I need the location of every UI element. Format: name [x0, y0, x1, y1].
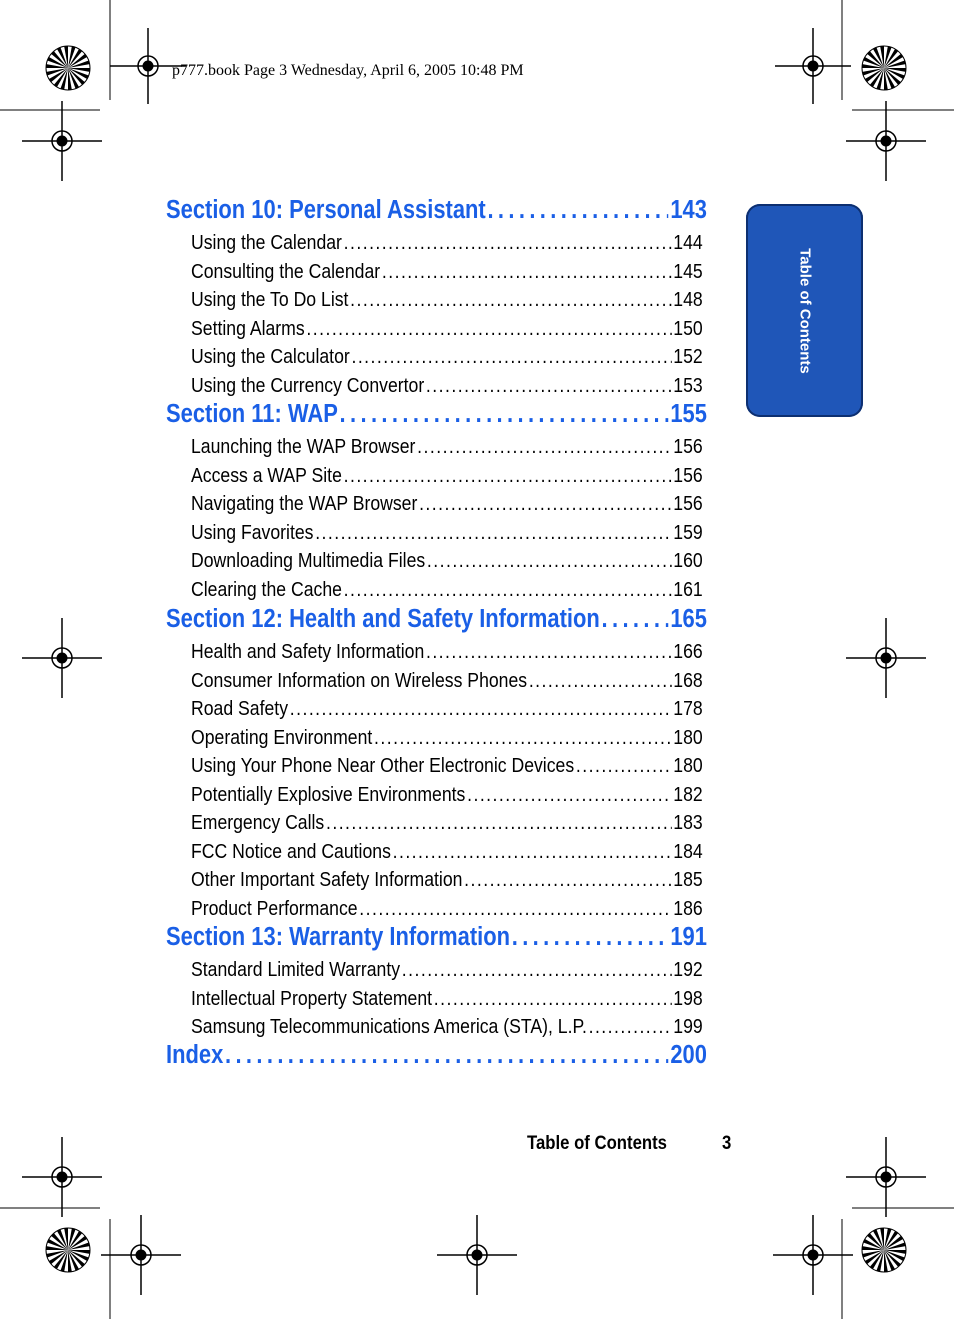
toc-section-page: 155 [670, 400, 707, 428]
toc-entry[interactable] [191, 521, 703, 547]
dot-leader [306, 317, 671, 341]
dot-leader [602, 605, 669, 634]
toc-entry[interactable] [191, 726, 703, 752]
toc-entry[interactable] [191, 345, 703, 371]
dot-leader [290, 697, 672, 721]
dot-leader [464, 868, 671, 892]
registration-crosshair [22, 618, 102, 698]
toc-entry-page: 199 [673, 1015, 703, 1038]
toc-entry-page: 168 [673, 668, 703, 692]
toc-section-title: Section 11: WAP [166, 400, 338, 428]
dot-leader [487, 196, 668, 225]
toc-entry-page: 145 [673, 259, 703, 283]
dot-leader [434, 987, 672, 1011]
toc-entry-title: Standard Limited Warranty [191, 958, 401, 981]
toc-entry-title: Product Performance [191, 896, 358, 920]
toc-section-page: 165 [670, 605, 707, 633]
toc-entry-page: 160 [673, 549, 703, 572]
dot-leader [374, 726, 672, 750]
dot-leader [326, 811, 672, 835]
toc-entry-page: 184 [673, 839, 703, 863]
dot-leader [351, 345, 671, 369]
toc-entry-title: Access a WAP Site [191, 463, 342, 487]
dot-leader [589, 1015, 672, 1039]
toc-section[interactable] [166, 400, 707, 432]
toc-entry[interactable] [191, 1015, 703, 1041]
registration-crosshair [846, 101, 926, 181]
toc-section-title: Index [166, 1041, 224, 1069]
registration-starburst [46, 46, 90, 90]
toc-entry-title: Operating Environment [191, 725, 373, 749]
toc-section[interactable] [166, 196, 707, 228]
footer-label: Table of Contents [527, 1133, 667, 1154]
toc-entry-title: Potentially Explosive Environments [191, 782, 466, 806]
registration-starburst [862, 46, 906, 90]
toc-entry-page: 156 [673, 492, 703, 515]
dot-leader [417, 435, 671, 459]
toc-entry-page: 183 [673, 811, 703, 834]
toc-entry-page: 144 [673, 231, 703, 254]
toc-entry-page: 180 [673, 725, 703, 749]
toc-entry-page: 156 [673, 435, 703, 458]
dot-leader [382, 260, 672, 284]
toc-entry-title: Other Important Safety Information [191, 868, 463, 891]
dot-leader [467, 783, 671, 807]
toc-entry[interactable] [191, 288, 703, 314]
registration-starburst [46, 1228, 90, 1272]
toc-entry[interactable] [191, 811, 703, 837]
toc-section[interactable] [166, 1041, 707, 1073]
toc-entry-title: FCC Notice and Cautions [191, 839, 391, 863]
toc-entry[interactable] [191, 897, 703, 923]
toc-entry[interactable] [191, 783, 703, 809]
dot-leader [344, 464, 672, 488]
toc-section-page: 200 [670, 1041, 707, 1069]
dot-leader [529, 669, 672, 693]
registration-crosshair [775, 28, 851, 104]
toc-entry-page: 178 [673, 697, 703, 720]
dot-leader [576, 754, 672, 778]
dot-leader [315, 521, 671, 545]
toc-section-title: Section 12: Health and Safety Information [166, 605, 600, 633]
toc-section-title: Section 10: Personal Assistant [166, 196, 486, 224]
dot-leader [393, 840, 672, 864]
toc-entry-title: Navigating the WAP Browser [191, 492, 418, 515]
toc-entry[interactable] [191, 464, 703, 490]
toc-entry-title: Clearing the Cache [191, 577, 342, 601]
toc-entry-title: Road Safety [191, 697, 289, 720]
registration-starburst [862, 1228, 906, 1272]
toc-entry-title: Launching the WAP Browser [191, 435, 416, 458]
toc-entry-page: 180 [673, 754, 703, 777]
footer-page-number: 3 [722, 1133, 732, 1154]
toc-section-page: 191 [670, 923, 707, 951]
toc-entry[interactable] [191, 260, 703, 286]
dot-leader [225, 1041, 669, 1070]
toc-entry-page: 186 [673, 896, 703, 920]
toc-entry[interactable] [191, 754, 703, 780]
toc-entry[interactable] [191, 669, 703, 695]
registration-crosshair [846, 618, 926, 698]
toc-entry-title: Health and Safety Information [191, 640, 425, 663]
toc-entry[interactable] [191, 958, 703, 984]
registration-crosshair [846, 1137, 926, 1217]
toc-entry-page: 185 [673, 868, 703, 891]
toc-entry[interactable] [191, 231, 703, 257]
side-tab-label: Table of Contents [796, 247, 813, 374]
toc-section-page: 143 [670, 196, 707, 224]
dot-leader [419, 492, 671, 516]
dot-leader [344, 231, 672, 255]
toc-entry-page: 159 [673, 520, 703, 544]
toc-entry-title: Downloading Multimedia Files [191, 549, 426, 572]
dot-leader [340, 400, 669, 429]
toc-entry-page: 198 [673, 986, 703, 1010]
toc-entry-title: Setting Alarms [191, 316, 305, 340]
toc-entry[interactable] [191, 578, 703, 604]
registration-crosshair [773, 1215, 853, 1295]
toc-entry[interactable] [191, 435, 703, 461]
registration-crosshair [22, 1137, 102, 1217]
toc-section-title: Section 13: Warranty Information [166, 923, 511, 951]
toc-entry-page: 182 [673, 782, 703, 806]
toc-entry[interactable] [191, 840, 703, 866]
dot-leader [350, 288, 671, 312]
dot-leader [359, 897, 671, 921]
dot-leader [427, 549, 672, 573]
toc-entry[interactable] [191, 374, 703, 400]
side-tab [746, 204, 863, 417]
registration-crosshair [437, 1215, 517, 1295]
toc-section[interactable] [166, 923, 707, 955]
toc-entry-page: 156 [673, 463, 703, 487]
toc-entry[interactable] [191, 640, 703, 666]
dot-leader [426, 640, 672, 664]
registration-crosshair [22, 101, 102, 181]
toc-entry[interactable] [191, 987, 703, 1013]
toc-entry-page: 161 [673, 577, 703, 601]
toc-entry-page: 192 [673, 958, 703, 981]
toc-entry-page: 166 [673, 640, 703, 663]
toc-entry-title: Using the Calculator [191, 345, 350, 368]
registration-crosshair [101, 1215, 181, 1295]
toc-entry-title: Using the Currency Convertor [191, 373, 425, 397]
dot-leader [344, 578, 672, 602]
print-info: p777.book Page 3 Wednesday, April 6, 2005 10:48 PM [172, 62, 524, 79]
toc-entry[interactable] [191, 549, 703, 575]
toc-entry-title: Consulting the Calendar [191, 259, 381, 283]
toc-section[interactable] [166, 605, 707, 637]
dot-leader [426, 374, 672, 398]
toc-entry[interactable] [191, 697, 703, 723]
toc-entry-page: 152 [673, 345, 703, 368]
toc-entry-page: 150 [673, 316, 703, 340]
toc-entry-title: Consumer Information on Wireless Phones [191, 668, 528, 692]
dot-leader [512, 923, 669, 952]
dot-leader [402, 958, 672, 982]
toc-entry-page: 148 [673, 288, 703, 311]
toc-entry[interactable] [191, 868, 703, 894]
toc-entry[interactable] [191, 317, 703, 343]
toc-entry-title: Using the To Do List [191, 288, 349, 311]
toc-entry-title: Intellectual Property Statement [191, 986, 433, 1010]
toc-entry-page: 153 [673, 373, 703, 397]
toc-entry-title: Using Your Phone Near Other Electronic Devices [191, 754, 575, 777]
toc-entry-title: Using the Calendar [191, 231, 342, 254]
toc-entry-title: Using Favorites [191, 520, 314, 544]
toc-entry[interactable] [191, 492, 703, 518]
toc-entry-title: Emergency Calls [191, 811, 325, 834]
toc-entry-title: Samsung Telecommunications America (STA), L.P. [191, 1015, 587, 1038]
